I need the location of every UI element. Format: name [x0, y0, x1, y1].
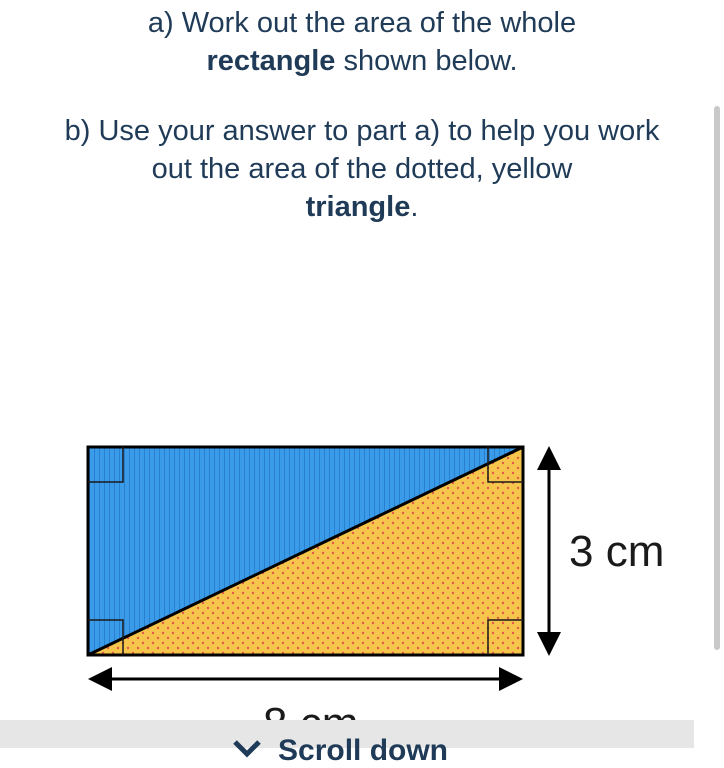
height-label: 3 cm — [569, 527, 665, 576]
width-arrow-right-head — [499, 667, 523, 691]
question-a-text: a) Work out the area of the whole — [147, 7, 577, 39]
question-a-suffix: shown below. — [335, 45, 518, 77]
question-b-text: b) Use your answer to part a) to help you work out the area of the dotted, yellow — [64, 115, 660, 185]
question-b-keyword: triangle — [305, 191, 411, 223]
question-a-keyword: rectangle — [206, 45, 336, 77]
scroll-down-bar[interactable] — [0, 720, 694, 767]
height-arrow-top-head — [537, 446, 561, 470]
width-arrow-left-head — [88, 667, 112, 691]
question-b-suffix: . — [410, 191, 419, 223]
chevron-down-icon — [232, 738, 262, 758]
height-arrow-bottom-head — [537, 632, 561, 656]
scroll-down-label: Scroll down — [278, 734, 449, 767]
